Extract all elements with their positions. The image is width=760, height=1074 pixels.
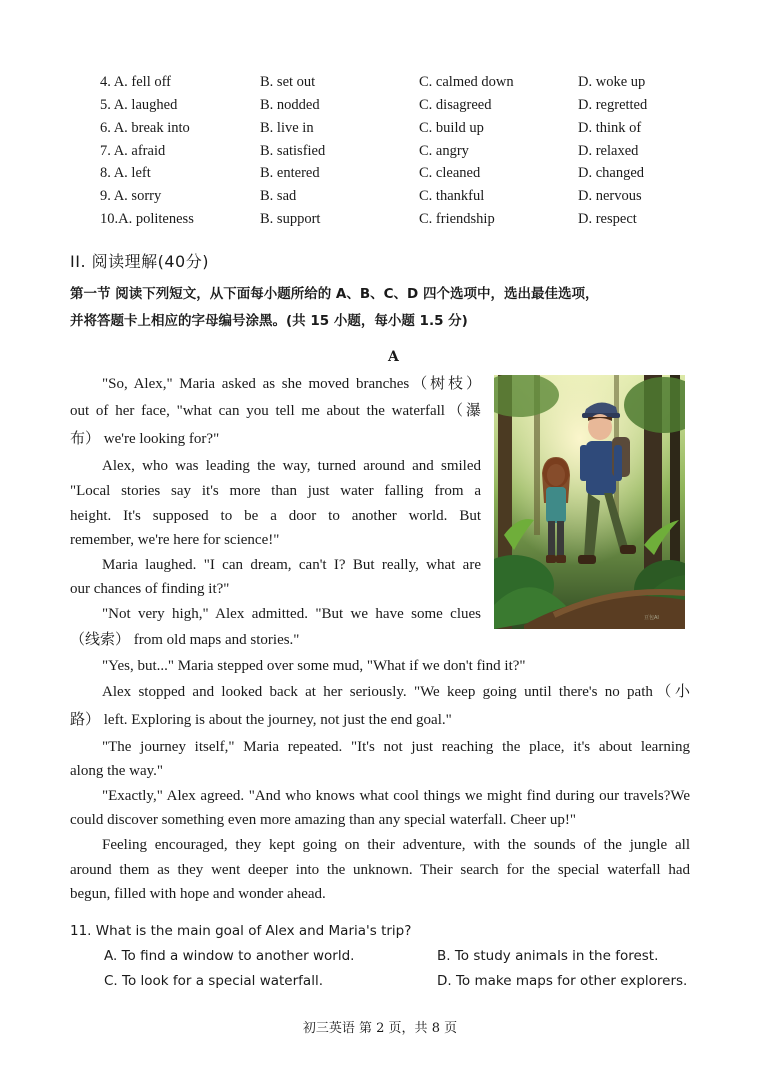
page-footer: 初三英语 第 2 页，共 8 页 (302, 1021, 458, 1036)
option-7d: D. relaxed (578, 143, 639, 159)
option-6a: 6. A. break into (100, 120, 190, 136)
option-4c: C. calmed down (419, 74, 514, 90)
option-9d: D. nervous (578, 188, 642, 204)
option-5d: D. regretted (578, 97, 648, 113)
passage-line: "Yes, but..." Maria stepped over some mud, "What if we don't find it?" (102, 658, 526, 674)
option-9c: C. thankful (419, 188, 485, 204)
question-11-stem: 11. What is the main goal of Alex and Maria's trip? (70, 923, 412, 939)
question-11-option-b: B. To study animals in the forest. (437, 948, 659, 964)
svg-text:豆包AI: 豆包AI (644, 615, 659, 621)
passage-line: "So, Alex," Maria asked as she moved branches（树枝） (102, 376, 481, 392)
question-11-option-d: D. To make maps for other explorers. (437, 973, 688, 989)
option-9b: B. sad (260, 188, 297, 204)
option-7c: C. angry (419, 143, 469, 159)
option-10c: C. friendship (419, 211, 495, 227)
passage-line: Feeling encouraged, they kept going on their adventure, with the sounds of the jungle all (102, 837, 690, 853)
option-7a: 7. A. afraid (100, 143, 166, 159)
jungle-explorers-illustration (494, 375, 685, 629)
passage-line: around them as they went deeper into the unknown. Their search for the special waterfall had (70, 862, 690, 878)
passage-line: 路） left. Exploring is about the journey, not just the end goal." (70, 712, 452, 728)
passage-line: begun, filled with hope and wonder ahead. (70, 886, 326, 902)
section-instruction-line-2: 并将答题卡上相应的字母编号涂黑。(共 15 小题，每小题 1.5 分) (70, 313, 468, 329)
option-10b: B. support (260, 211, 321, 227)
passage-line: "Exactly," Alex agreed. "And who knows what cool things we might find during our travels?We (102, 788, 690, 804)
option-10d: D. respect (578, 211, 637, 227)
option-5a: 5. A. laughed (100, 97, 178, 113)
option-6d: D. think of (578, 120, 642, 136)
option-5b: B. nodded (260, 97, 320, 113)
option-4b: B. set out (260, 74, 316, 90)
passage-line: height. It's supposed to be a door to another world. But (70, 508, 481, 524)
option-8c: C. cleaned (419, 165, 481, 181)
option-4a: 4. A. fell off (100, 74, 172, 90)
option-6b: B. live in (260, 120, 314, 136)
question-11-option-a: A. To find a window to another world. (104, 948, 355, 964)
passage-line: Alex stopped and looked back at her seriously. "We keep going until there's no path（小 (102, 684, 690, 700)
option-8a: 8. A. left (100, 165, 151, 181)
passage-line: could discover something even more amazing than any special waterfall. Cheer up!" (70, 812, 576, 828)
passage-line: along the way." (70, 763, 164, 779)
option-7b: B. satisfied (260, 143, 326, 159)
passage-line: remember, we're here for science!" (70, 532, 280, 548)
section-title: II. 阅读理解(40分) (70, 252, 209, 271)
question-11-option-c: C. To look for a special waterfall. (104, 973, 323, 989)
passage-line: "The journey itself," Maria repeated. "It's not just reaching the place, it's about learning (102, 739, 690, 755)
option-6c: C. build up (419, 120, 484, 136)
passage-line: out of her face, "what can you tell me about the waterfall（瀑 (70, 403, 481, 419)
section-instruction-line-1: 第一节 阅读下列短文，从下面每小题所给的 A、B、C、D 四个选项中，选出最佳选项， (70, 286, 599, 302)
passage-line: our chances of finding it?" (70, 581, 230, 597)
passage-line: 布） we're looking for?" (70, 431, 220, 447)
passage-line: （线索） from old maps and stories." (70, 632, 300, 648)
passage-line: "Local stories say it's more than just water falling from a (70, 483, 481, 499)
passage-label: A (388, 349, 399, 365)
passage-line: Maria laughed. "I can dream, can't I? But really, what are (102, 557, 481, 573)
passage-line: Alex, who was leading the way, turned around and smiled (102, 458, 481, 474)
option-4d: D. woke up (578, 74, 646, 90)
option-8d: D. changed (578, 165, 645, 181)
option-9a: 9. A. sorry (100, 188, 162, 204)
option-8b: B. entered (260, 165, 320, 181)
passage-line: "Not very high," Alex admitted. "But we have some clues (102, 606, 481, 622)
option-5c: C. disagreed (419, 97, 492, 113)
option-10a: 10.A. politeness (100, 211, 194, 227)
